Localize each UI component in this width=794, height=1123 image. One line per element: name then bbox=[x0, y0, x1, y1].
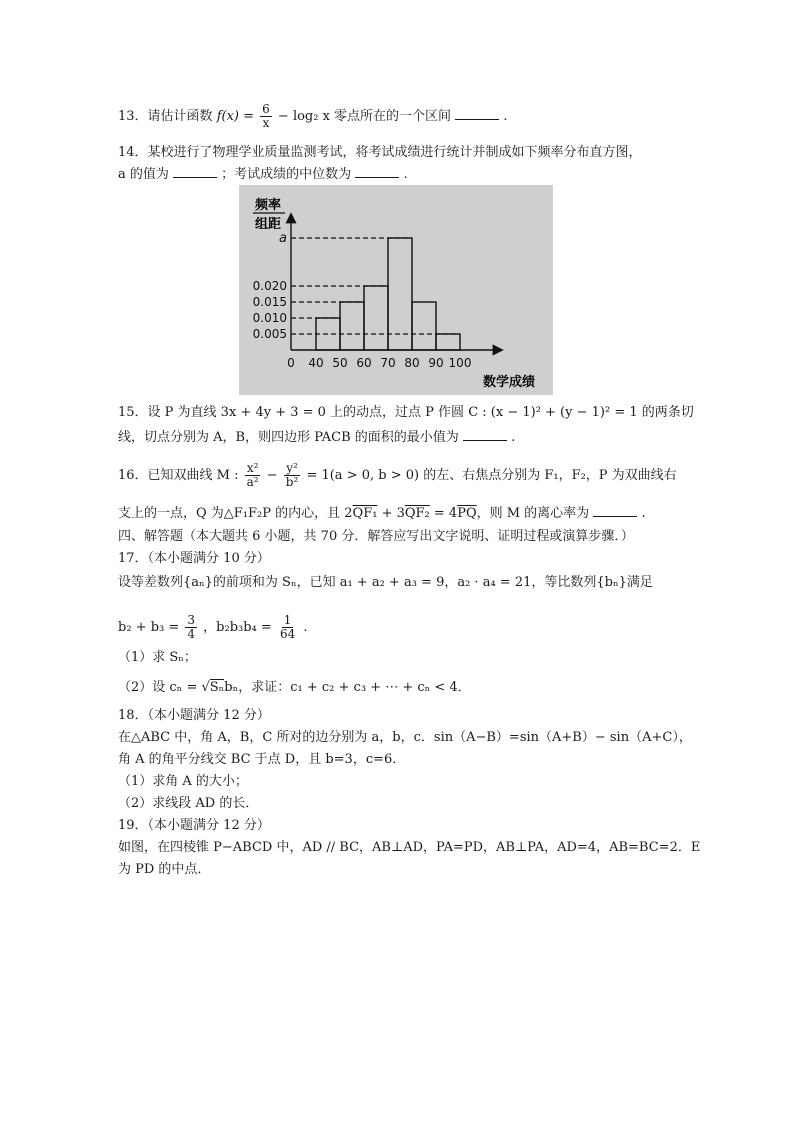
q13-func-lhs: f(x) = bbox=[216, 109, 254, 124]
q14-line2 bbox=[118, 164, 408, 184]
q16-line2 bbox=[118, 503, 646, 523]
x-tick-label: 80 bbox=[404, 356, 420, 370]
q16-line2-a: 支上的一点，Q 为△F₁F₂P 的内心，且 2 bbox=[118, 506, 353, 521]
sqrt-sign: √ bbox=[201, 680, 210, 695]
q18-line2: 角 A 的角平分线交 BC 于点 D，且 b=3，c=6． bbox=[118, 752, 406, 767]
ylabel-bottom: 组距 bbox=[255, 217, 282, 232]
q17-frac2 bbox=[278, 614, 297, 641]
q15-blank bbox=[463, 427, 507, 441]
y-tick-label: a bbox=[279, 231, 287, 246]
q17-frac1-num: 3 bbox=[187, 613, 196, 627]
x-tick-label: 50 bbox=[332, 356, 348, 370]
histogram-bar-50-60 bbox=[340, 302, 364, 350]
x-tick-label: 0 bbox=[287, 356, 295, 370]
q16-vec1: QF₁ bbox=[352, 506, 378, 521]
q18-header: 18．（本小题满分 12 分） bbox=[118, 708, 270, 723]
histogram-bar-60-70 bbox=[364, 286, 388, 350]
histogram-svg bbox=[239, 185, 553, 395]
q16-frac1-num: x² bbox=[246, 461, 259, 475]
q16-frac2-num: y² bbox=[286, 461, 298, 475]
x-tick-label: 40 bbox=[308, 356, 324, 370]
x-tick-label: 90 bbox=[428, 356, 444, 370]
q13-frac-den: x bbox=[262, 116, 270, 130]
q16-vec2: QF₂ bbox=[404, 506, 430, 521]
q15-line2-text: 线，切点分别为 A，B，则四边形 PACB 的面积的最小值为 bbox=[118, 430, 459, 445]
q16-minus: − bbox=[266, 468, 278, 483]
q17-part2 bbox=[118, 679, 471, 697]
q17-header: 17．（本小题满分 10 分） bbox=[118, 551, 270, 566]
x-tick-label: 70 bbox=[380, 356, 396, 370]
q17-frac2-den: 64 bbox=[279, 627, 296, 641]
histogram-bar-80-90 bbox=[412, 302, 436, 350]
y-tick-label: 0.005 bbox=[252, 327, 287, 341]
q17-line2-a: b₂ + b₃ = bbox=[118, 620, 180, 635]
q17-sqrt-text: Sₙ bbox=[209, 680, 225, 695]
q17-line2-b: ，b₂b₃b₄ = bbox=[203, 620, 272, 635]
q14-blank-a bbox=[173, 164, 217, 178]
q14-line2-a: a 的值为 bbox=[118, 167, 169, 182]
q17-line2-end: . bbox=[303, 620, 308, 635]
q16-eq: = 4 bbox=[429, 506, 458, 521]
q15-line2-end: . bbox=[511, 430, 516, 445]
q13-func-rest: − log₂ x 零点所在的一个区间 bbox=[277, 109, 452, 124]
q17-part2-b: bₙ，求证：c₁ + c₂ + c₃ + ⋯ + cₙ < 4． bbox=[224, 680, 471, 695]
q15-line2 bbox=[118, 427, 515, 447]
q17-frac2-num: 1 bbox=[283, 613, 292, 627]
q17-part1: （1）求 Sₙ； bbox=[118, 650, 197, 665]
q19-header: 19．（本小题满分 12 分） bbox=[118, 818, 270, 833]
q14-line1: 14．某校进行了物理学业质量监测考试，将考试成绩进行统计并制成如下频率分布直方图， bbox=[118, 145, 642, 160]
q19-line1: 如图，在四棱锥 P−ABCD 中，AD // BC，AB⊥AD，PA=PD，AB⊥PA，AD=4，AB=BC=2．E bbox=[118, 840, 701, 855]
q16-frac2-den: b² bbox=[285, 475, 299, 489]
q16-vec3: $\overline{PQ}$ bbox=[457, 506, 477, 521]
q17-line1: 设等差数列{aₙ}的前项和为 Sₙ，已知 a₁ + a₂ + a₃ = 9，a₂ · a₄ = 21，等比数列{bₙ}满足 bbox=[118, 575, 653, 590]
q14-line2-end: . bbox=[403, 167, 408, 182]
q14-line2-b: ；考试成绩的中位数为 bbox=[221, 167, 352, 182]
ylabel-top: 频率 bbox=[255, 198, 282, 213]
q19-line2: 为 PD 的中点． bbox=[118, 862, 211, 877]
xlabel: 数学成绩 bbox=[483, 375, 536, 390]
q16-frac1-den: a² bbox=[246, 475, 259, 489]
q18-part2: （2）求线段 AD 的长． bbox=[118, 796, 259, 811]
q16-frac1 bbox=[245, 462, 261, 489]
q13-fraction bbox=[260, 103, 272, 130]
q15-line1: 15．设 P 为直线 3x + 4y + 3 = 0 上的动点，过点 P 作圆 C : (x − 1)² + (y − 1)² = 1 的两条切 bbox=[118, 405, 694, 420]
section4-heading: 四、解答题（本大题共 6 小题，共 70 分．解答应写出文字说明、证明过程或演算步骤．） bbox=[118, 529, 634, 544]
histogram-bar-90-100 bbox=[436, 334, 460, 350]
q16-line2-end: . bbox=[641, 506, 646, 521]
q16-line1 bbox=[118, 462, 677, 489]
q18-line1: 在△ABC 中，角 A，B，C 所对的边分别为 a，b，c．sin（A−B）=sin（A+B）− sin（A+C）， bbox=[118, 730, 692, 745]
q13-answer-blank bbox=[455, 106, 499, 120]
q13-end: . bbox=[503, 109, 508, 124]
q17-frac1 bbox=[185, 614, 197, 641]
x-tick-label: 100 bbox=[448, 356, 472, 370]
q16-rest: = 1(a > 0, b > 0) 的左、右焦点分别为 F₁，F₂，P 为双曲线右 bbox=[306, 468, 677, 483]
q16-blank bbox=[593, 503, 637, 517]
y-tick-label: 0.020 bbox=[252, 279, 287, 293]
q17-part2-a: （2）设 cₙ = bbox=[118, 680, 202, 695]
q17-frac1-den: 4 bbox=[187, 627, 196, 641]
q14-blank-median bbox=[355, 164, 399, 178]
y-tick-label: 0.010 bbox=[252, 311, 287, 325]
q13-frac-num: 6 bbox=[262, 102, 270, 116]
q16-plus: + 3 bbox=[377, 506, 405, 521]
histogram-bar-70-80 bbox=[388, 238, 412, 350]
q18-part1: （1）求角 A 的大小； bbox=[118, 774, 248, 789]
histogram-figure bbox=[239, 185, 553, 395]
x-tick-label: 60 bbox=[356, 356, 372, 370]
q16-line2-b: ，则 M 的离心率为 bbox=[476, 506, 590, 521]
q13-line bbox=[118, 103, 507, 130]
q16-frac2 bbox=[284, 462, 301, 489]
y-tick-label: 0.015 bbox=[252, 295, 287, 309]
q17-line2 bbox=[118, 614, 308, 641]
q16-prefix: 16．已知双曲线 M : bbox=[118, 468, 239, 483]
q13-prefix: 13．请估计函数 bbox=[118, 109, 213, 124]
